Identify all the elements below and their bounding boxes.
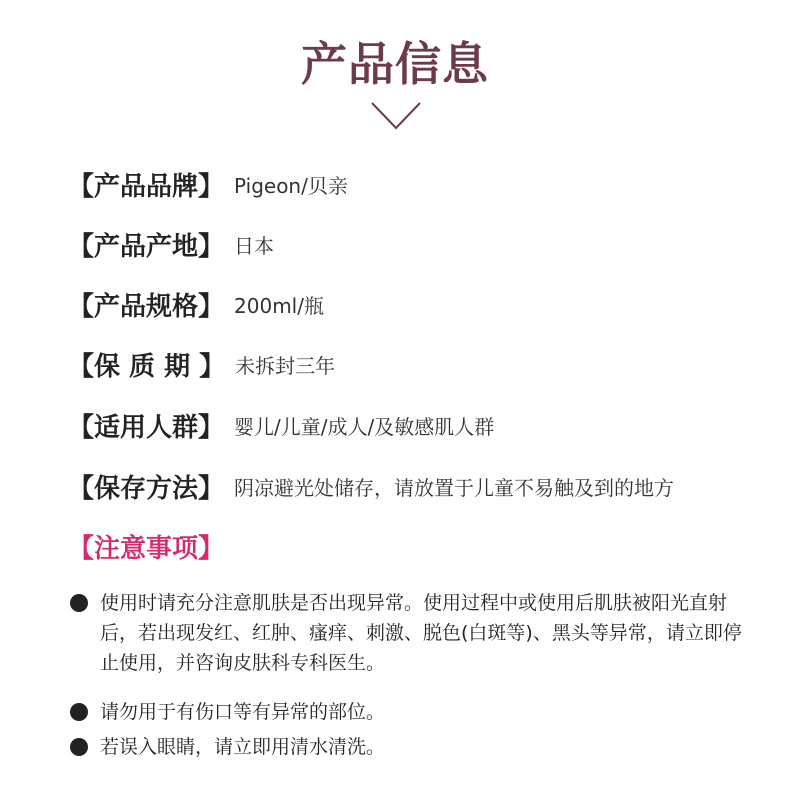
note-item	[70, 732, 760, 762]
info-row-origin	[68, 224, 274, 264]
info-value: Pigeon/贝亲	[234, 173, 348, 198]
info-row-brand	[68, 164, 348, 204]
info-key: 【产品产地】	[68, 231, 225, 262]
info-row-storage	[68, 466, 674, 506]
info-row-audience	[68, 405, 494, 445]
bullet-icon	[70, 703, 88, 721]
info-value: 日本	[234, 233, 275, 258]
note-item	[70, 697, 760, 727]
info-row-shelf-life	[68, 344, 335, 384]
notice-title: 【注意事项】	[68, 533, 225, 564]
chevron-down-icon	[370, 100, 422, 132]
info-value: 阴凉避光处储存，请放置于儿童不易触及到的地方	[234, 475, 675, 500]
page-title: 产品信息	[301, 37, 489, 91]
note-text: 请勿用于有伤口等有异常的部位。	[100, 701, 386, 723]
bullet-icon	[70, 594, 88, 612]
note-item	[70, 588, 760, 678]
info-row-spec	[68, 284, 324, 324]
info-value: 未拆封三年	[235, 353, 336, 378]
info-key: 【保 质 期 】	[68, 351, 226, 382]
info-key: 【产品品牌】	[68, 171, 225, 202]
info-key: 【保存方法】	[68, 473, 225, 504]
note-text: 若误入眼睛，请立即用清水清洗。	[100, 736, 386, 758]
info-value: 婴儿/儿童/成人/及敏感肌人群	[234, 414, 495, 439]
info-value: 200ml/瓶	[234, 293, 324, 318]
info-key: 【产品规格】	[68, 291, 225, 322]
bullet-icon	[70, 738, 88, 756]
note-text: 使用时请充分注意肌肤是否出现异常。使用过程中或使用后肌肤被阳光直射后，若出现发红、红肿、瘙痒、刺激、脱色(白斑等)、黑头等异常，请立即停止使用，并咨询皮肤科专科医生。	[100, 592, 742, 674]
info-key: 【适用人群】	[68, 412, 225, 443]
